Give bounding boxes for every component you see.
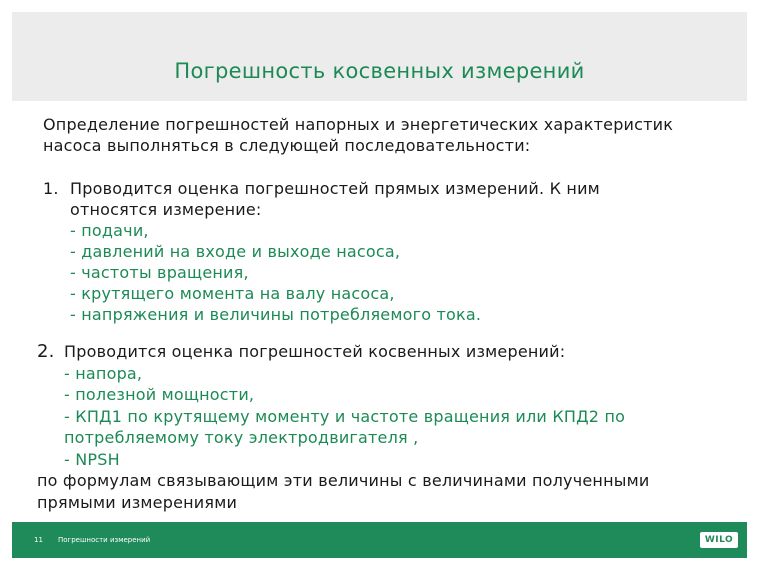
list-item: - крутящего момента на валу насоса, [70, 284, 395, 303]
section-1 [43, 178, 743, 325]
logo-text: WILO [704, 535, 734, 545]
list-item: - NPSH [64, 449, 120, 469]
list-item: - напряжения и величины потребляемого тока. [70, 305, 482, 324]
list-item: потребляемому току электродвигателя , [64, 428, 419, 447]
list-item: - КПД1 по крутящему моменту и частоте вращения или КПД2 по [64, 406, 626, 426]
section-2-heading [37, 341, 747, 363]
list-item: - подачи, [70, 221, 149, 240]
footer-bar [12, 522, 747, 558]
section-1-number: 1. [43, 179, 59, 198]
intro-paragraph [43, 114, 743, 156]
intro-line: Определение погрешностей напорных и энергетических характеристик [43, 115, 674, 134]
section-1-heading-text: Проводится оценка погрешностей прямых измерений. К ним [70, 179, 600, 198]
footer-title: Погрешности измерений [58, 536, 151, 544]
slide-title: Погрешность косвенных измерений [174, 59, 585, 83]
wilo-logo [700, 532, 738, 548]
intro-line: насоса выполняться в следующей последовательности: [43, 136, 531, 155]
section-2-tail-line: по формулам связывающим эти величины с величинами полученными [37, 471, 650, 490]
list-item: - частоты вращения, [70, 263, 249, 282]
section-2-heading-text: Проводится оценка погрешностей косвенных измерений: [64, 342, 566, 361]
section-2-tail-line: прямыми измерениями [37, 492, 238, 512]
page-number: 11 [34, 536, 43, 544]
section-1-continuation: относятся измерение: [70, 200, 262, 219]
list-item: - напора, [64, 363, 143, 383]
section-2 [37, 341, 747, 513]
section-1-heading [43, 178, 743, 199]
section-2-number: 2. [37, 341, 55, 362]
list-item: - давлений на входе и выходе насоса, [70, 242, 401, 261]
list-item: - полезной мощности, [64, 385, 255, 404]
title-band [12, 12, 747, 101]
